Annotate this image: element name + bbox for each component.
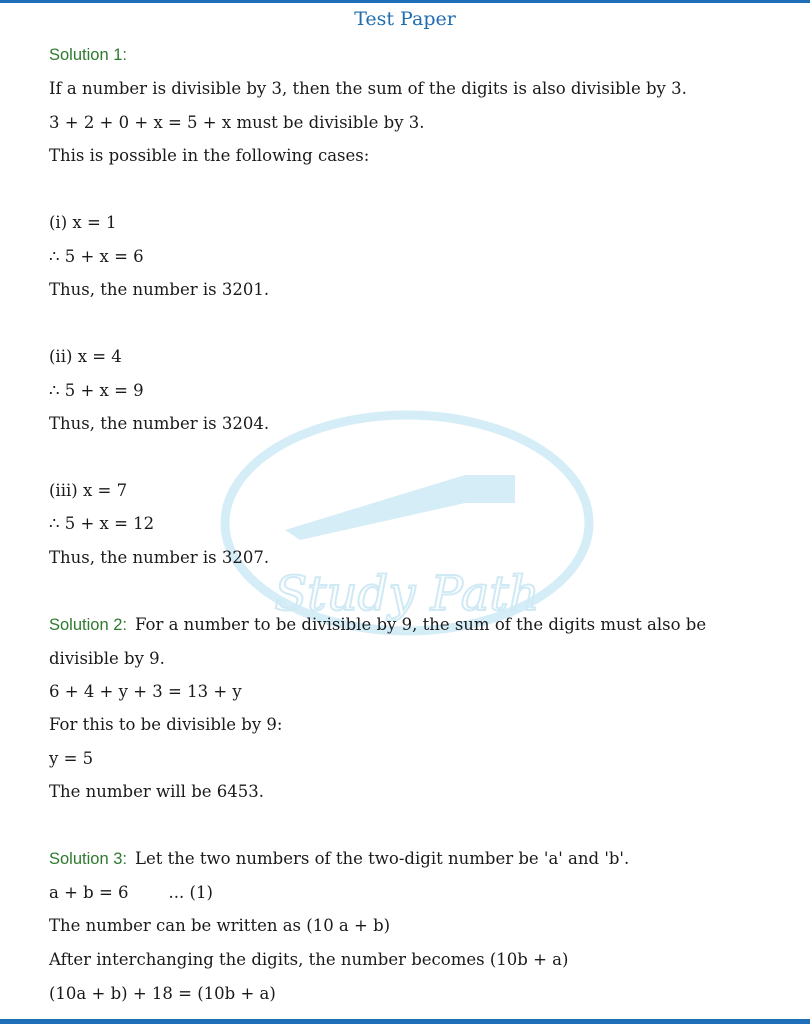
solution-3-line-2: [49, 882, 213, 904]
top-rule: [0, 0, 810, 3]
solution-2-line-4: For this to be divisible by 9:: [49, 715, 283, 734]
case-1-line: [49, 212, 117, 234]
watermark-logo: [215, 405, 600, 645]
case-3-value: x = 7: [82, 481, 128, 500]
equation-ref: ... (1): [168, 883, 213, 902]
case-1-value: x = 1: [72, 213, 117, 232]
case-1-therefore: ∴ 5 + x = 6: [49, 247, 144, 266]
solution-2-line-5: y = 5: [49, 749, 94, 768]
solution-2-text: For a number to be divisible by 9, the sum of the digits must also be: [134, 615, 707, 634]
solution-3-text: Let the two numbers of the two-digit number be 'a' and 'b'.: [134, 849, 630, 868]
case-3-label: (iii): [49, 481, 78, 500]
solution-3-line-4: After interchanging the digits, the number becomes (10b + a): [49, 950, 569, 969]
page-header-title: Test Paper: [354, 8, 456, 30]
solution-1-expression-text: must be divisible by 3.: [236, 113, 425, 132]
case-2-conclusion: Thus, the number is 3204.: [49, 414, 270, 433]
solution-2-line-2: divisible by 9.: [49, 649, 165, 668]
watermark-text: Study Path: [274, 566, 540, 622]
case-2-value: x = 4: [77, 347, 122, 366]
case-1-conclusion: Thus, the number is 3201.: [49, 280, 270, 299]
case-3-conclusion: Thus, the number is 3207.: [49, 548, 270, 567]
case-2-label: (ii): [49, 347, 73, 366]
solution-1-line-1: If a number is divisible by 3, then the sum of the digits is also divisible by 3.: [49, 79, 687, 98]
case-2-therefore: ∴ 5 + x = 9: [49, 381, 144, 400]
solution-1-expression: 3 + 2 + 0 + x = 5 + x: [49, 113, 232, 132]
bottom-rule: [0, 1019, 810, 1024]
solution-3-line-3: The number can be written as (10 a + b): [49, 916, 391, 935]
solution-2-heading: Solution 2:: [49, 616, 127, 634]
solution-1-line-2: [49, 112, 425, 134]
solution-1-line-3: This is possible in the following cases:: [49, 146, 370, 165]
case-2-line: [49, 346, 122, 368]
solution-3-equation: a + b = 6: [49, 883, 129, 902]
solution-2-line-1: [49, 614, 706, 636]
solution-3-line-5: (10a + b) + 18 = (10b + a): [49, 984, 276, 1003]
solution-2-line-6: The number will be 6453.: [49, 782, 265, 801]
solution-1-heading: Solution 1:: [49, 46, 127, 64]
case-3-therefore: ∴ 5 + x = 12: [49, 514, 155, 533]
case-3-line: [49, 480, 127, 502]
solution-3-heading: Solution 3:: [49, 850, 127, 868]
case-1-label: (i): [49, 213, 68, 232]
solution-3-line-1: [49, 848, 629, 870]
watermark-pen-icon: [285, 475, 515, 540]
solution-2-line-3: 6 + 4 + y + 3 = 13 + y: [49, 682, 242, 701]
